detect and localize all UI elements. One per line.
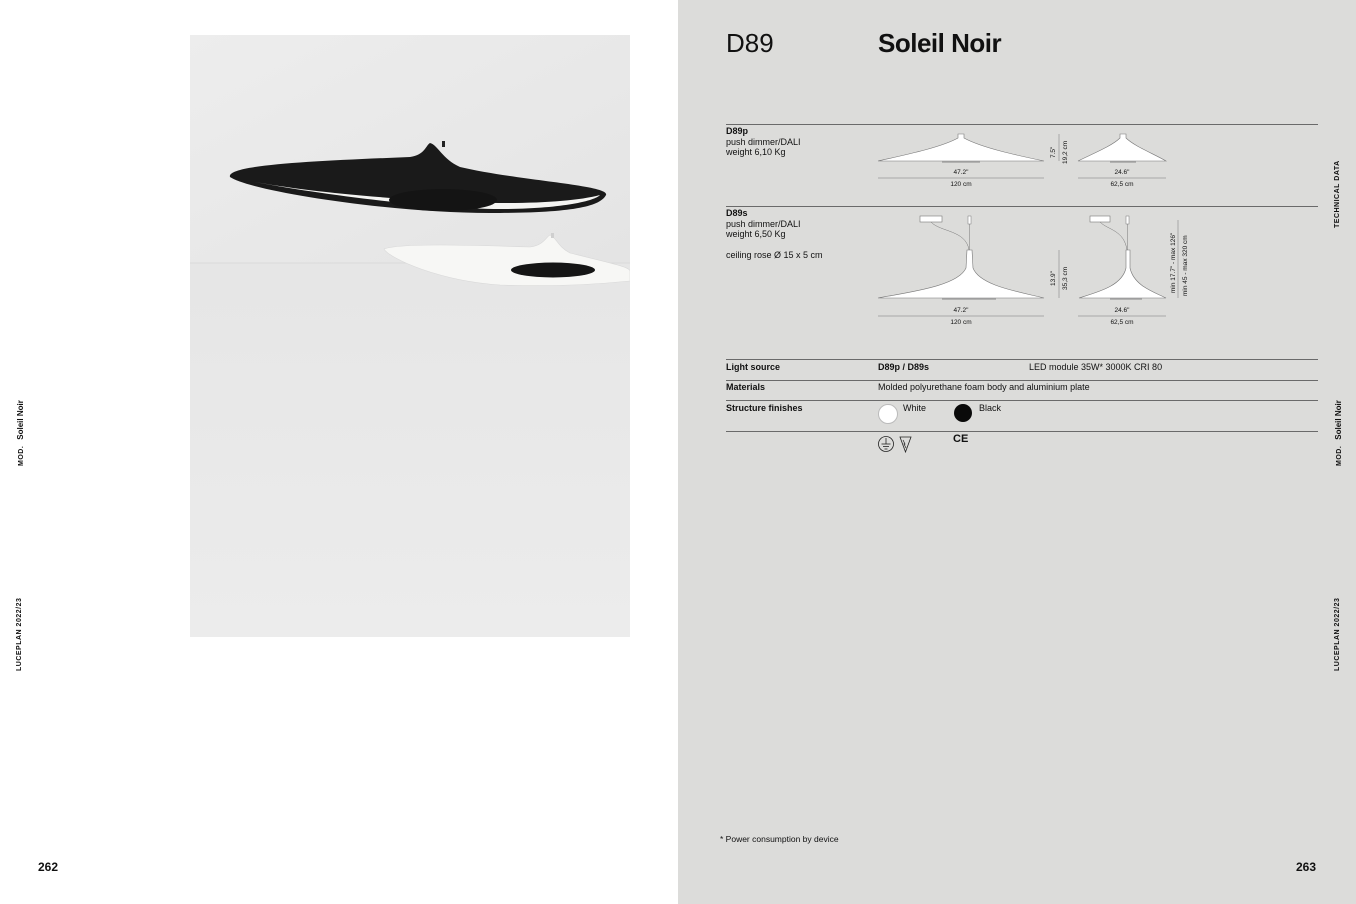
footnote: * Power consumption by device (720, 834, 839, 844)
structure-finishes-label: Structure finishes (726, 403, 803, 413)
model-info-d89p (726, 126, 801, 158)
d89s-large-width-in: 47.2" (953, 307, 969, 314)
model-code: D89s (726, 208, 748, 218)
white-finish-label: White (903, 403, 927, 413)
product-photo (190, 35, 630, 637)
d89p-small-width-cm: 62,5 cm (1110, 181, 1134, 188)
d89s-small-width-cm: 62,5 cm (1110, 319, 1134, 326)
product-code: D89 (726, 28, 774, 58)
left-side-model-label (16, 400, 25, 466)
divider (726, 124, 1318, 125)
d89s-small-width-in: 24.6" (1114, 307, 1130, 314)
model-name-vertical: Soleil Noir (16, 400, 25, 440)
mod-label: MOD. (18, 445, 25, 466)
divider (726, 206, 1318, 207)
model-name-vertical: Soleil Noir (1334, 400, 1343, 440)
technical-data-label: TECHNICAL DATA (1334, 160, 1341, 228)
d89p-large-width-cm: 120 cm (950, 181, 972, 188)
mod-label: MOD. (1336, 445, 1343, 466)
page-number-right: 263 (1296, 860, 1317, 874)
lamp-photo-illustration (190, 35, 630, 637)
model-info-d89s (726, 208, 823, 260)
page-number-left: 262 (38, 860, 59, 874)
black-finish-label: Black (979, 403, 1002, 413)
model-weight: weight 6,50 Kg (726, 229, 786, 239)
d89p-height-cm: 19,2 cm (1062, 140, 1069, 164)
earth-ground-icon (879, 437, 894, 452)
white-finish-swatch (878, 404, 898, 424)
right-side-catalog-label: LUCEPLAN 2022/23 (1334, 597, 1341, 671)
model-weight: weight 6,10 Kg (726, 147, 786, 157)
d89p-small-width-in: 24.6" (1114, 169, 1130, 176)
materials-label: Materials (726, 382, 766, 392)
light-source-label: Light source (726, 362, 781, 372)
light-source-value: LED module 35W* 3000K CRI 80 (1029, 362, 1163, 372)
divider (726, 431, 1318, 432)
black-finish-swatch (954, 404, 972, 422)
d89p-height-in: 7.5" (1050, 146, 1057, 158)
divider (726, 359, 1318, 360)
d89s-suspension-cm: min 45 - max 320 cm (1182, 235, 1189, 296)
d89s-height-in: 13.9" (1050, 271, 1057, 286)
left-side-catalog-label: LUCEPLAN 2022/23 (16, 597, 23, 671)
d89s-height-cm: 35,3 cm (1062, 266, 1069, 290)
flammable-surface-icon (900, 437, 911, 452)
ceiling-rose-spec: ceiling rose Ø 15 x 5 cm (726, 249, 823, 260)
ce-mark-icon: CE (953, 433, 969, 445)
right-side-model-label (1334, 400, 1343, 466)
product-title: Soleil Noir (878, 28, 1002, 58)
certification-icons (878, 435, 914, 453)
d89p-large-width-in: 47.2" (953, 169, 969, 176)
light-source-models: D89p / D89s (878, 362, 930, 372)
d89s-suspension-in: min 17.7" - max 126" (1170, 232, 1177, 293)
divider (726, 400, 1318, 401)
model-control: push dimmer/DALI (726, 218, 801, 229)
divider (726, 380, 1318, 381)
model-control: push dimmer/DALI (726, 136, 801, 147)
d89s-large-width-cm: 120 cm (950, 319, 972, 326)
materials-value: Molded polyurethane foam body and aluminium plate (878, 382, 1090, 392)
model-code: D89p (726, 126, 749, 136)
